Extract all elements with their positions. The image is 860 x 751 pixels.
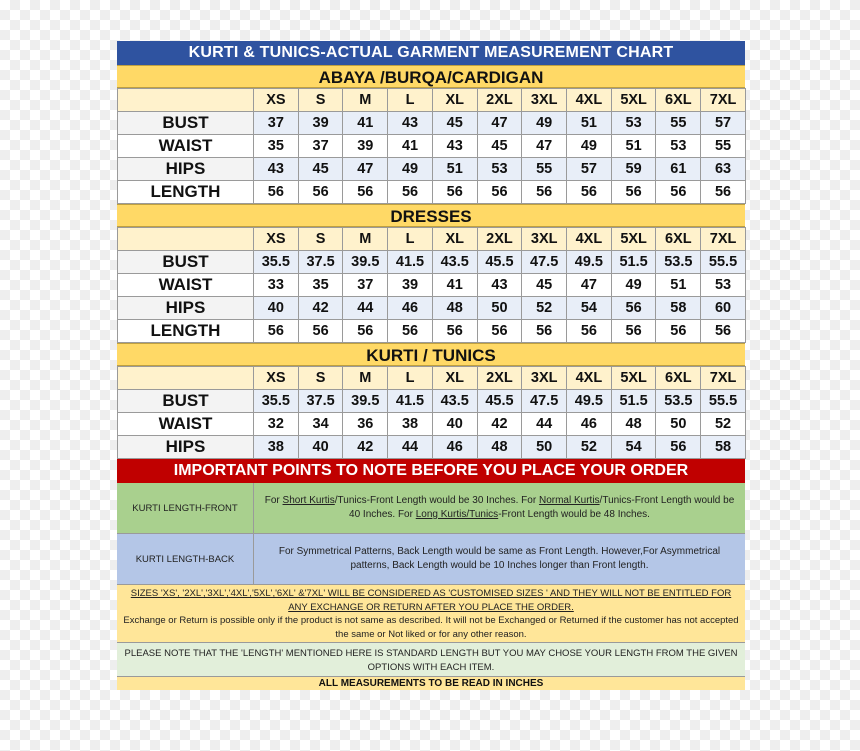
measurement-value: 45 xyxy=(298,158,343,181)
measurement-value: 38 xyxy=(254,436,299,459)
measurement-label: BUST xyxy=(118,112,254,135)
measurement-label: HIPS xyxy=(118,436,254,459)
measurement-value: 45 xyxy=(522,274,567,297)
size-header-blank xyxy=(118,228,254,251)
measurement-value: 33 xyxy=(254,274,299,297)
measurement-value: 43 xyxy=(254,158,299,181)
measurement-value: 47.5 xyxy=(522,251,567,274)
measurement-value: 52 xyxy=(522,297,567,320)
measurement-value: 51 xyxy=(656,274,701,297)
sizes-note-text: SIZES 'XS', '2XL','3XL','4XL','5XL','6XL' &'7XL' WILL BE CONSIDERED AS 'CUSTOMISED SIZES ' AND THEY WILL NOT BE ENTITLED FOR ANY EXCHANGE OR RETURN AFTER YOU PLACE THE ORDER. xyxy=(130,588,732,613)
measurement-value: 35 xyxy=(254,135,299,158)
measurement-value: 53.5 xyxy=(656,390,701,413)
measurement-value: 61 xyxy=(656,158,701,181)
measurement-value: 63 xyxy=(701,158,746,181)
measurement-value: 44 xyxy=(388,436,433,459)
front-text-part: For xyxy=(264,495,283,506)
measurement-value: 50 xyxy=(522,436,567,459)
size-header-cell: 2XL xyxy=(477,89,522,112)
measurement-value: 42 xyxy=(298,297,343,320)
front-text-part: /Tunics-Front Length would be 30 Inches. For xyxy=(334,495,539,506)
measurement-value: 56 xyxy=(522,181,567,204)
size-header-blank xyxy=(118,89,254,112)
measurement-label: LENGTH xyxy=(118,320,254,343)
long-kurtis-text: Long Kurtis/Tunics xyxy=(415,509,499,520)
measurement-value: 56 xyxy=(388,320,433,343)
measurement-value: 55 xyxy=(701,135,746,158)
measurement-value: 45 xyxy=(432,112,477,135)
measurement-value: 45.5 xyxy=(477,390,522,413)
measurement-value: 43.5 xyxy=(432,251,477,274)
size-header-cell: XS xyxy=(254,367,299,390)
measurement-value: 49 xyxy=(567,135,612,158)
measurement-value: 45 xyxy=(477,135,522,158)
table-row xyxy=(118,135,746,158)
measurement-value: 41 xyxy=(343,112,388,135)
size-header-cell: 5XL xyxy=(611,367,656,390)
measurement-label: WAIST xyxy=(118,135,254,158)
size-header-cell: 4XL xyxy=(567,89,612,112)
size-header-cell: 4XL xyxy=(567,367,612,390)
measurement-value: 56 xyxy=(343,181,388,204)
measurement-value: 56 xyxy=(477,181,522,204)
measurement-value: 39 xyxy=(298,112,343,135)
size-header-cell: 3XL xyxy=(522,89,567,112)
measurement-value: 57 xyxy=(701,112,746,135)
measurement-value: 51 xyxy=(432,158,477,181)
measurement-value: 56 xyxy=(701,320,746,343)
measurement-value: 41 xyxy=(432,274,477,297)
measurement-value: 44 xyxy=(522,413,567,436)
measurement-value: 54 xyxy=(567,297,612,320)
table-row xyxy=(118,297,746,320)
measurement-chart xyxy=(117,41,745,690)
measurement-value: 47 xyxy=(343,158,388,181)
measurement-value: 48 xyxy=(432,297,477,320)
size-header-cell: 5XL xyxy=(611,89,656,112)
measurement-label: LENGTH xyxy=(118,181,254,204)
measurement-value: 32 xyxy=(254,413,299,436)
size-header-cell: XL xyxy=(432,89,477,112)
chart-title: KURTI & TUNICS-ACTUAL GARMENT MEASUREMENT CHART xyxy=(117,41,745,65)
measurement-value: 49.5 xyxy=(567,390,612,413)
measurement-value: 47 xyxy=(477,112,522,135)
measurement-value: 48 xyxy=(477,436,522,459)
section-heading: ABAYA /BURQA/CARDIGAN xyxy=(117,65,745,88)
measurement-value: 53 xyxy=(701,274,746,297)
size-table xyxy=(117,366,746,459)
measurement-value: 56 xyxy=(388,181,433,204)
size-table xyxy=(117,88,746,204)
measurement-value: 43 xyxy=(388,112,433,135)
measurement-value: 52 xyxy=(701,413,746,436)
measurement-value: 56 xyxy=(432,181,477,204)
measurement-value: 56 xyxy=(522,320,567,343)
measurement-value: 39.5 xyxy=(343,390,388,413)
size-header-cell: 2XL xyxy=(477,228,522,251)
measurement-value: 35.5 xyxy=(254,390,299,413)
measurement-value: 54 xyxy=(611,436,656,459)
measurement-value: 46 xyxy=(567,413,612,436)
measurement-value: 55 xyxy=(656,112,701,135)
measurement-value: 39 xyxy=(388,274,433,297)
kurti-length-back-row xyxy=(117,534,745,585)
size-header-cell: 4XL xyxy=(567,228,612,251)
measurement-value: 37.5 xyxy=(298,251,343,274)
measurement-value: 56 xyxy=(656,436,701,459)
table-row xyxy=(118,158,746,181)
length-note: PLEASE NOTE THAT THE 'LENGTH' MENTIONED HERE IS STANDARD LENGTH BUT YOU MAY CHOSE YOUR LENGTH FROM THE GIVEN OPTIONS WITH EACH ITEM. xyxy=(117,643,745,677)
measurement-value: 53.5 xyxy=(656,251,701,274)
measurement-value: 40 xyxy=(432,413,477,436)
measurement-value: 57 xyxy=(567,158,612,181)
size-header-cell: XS xyxy=(254,89,299,112)
measurement-value: 37.5 xyxy=(298,390,343,413)
measurement-value: 46 xyxy=(432,436,477,459)
measurement-value: 41.5 xyxy=(388,251,433,274)
measurement-label: BUST xyxy=(118,390,254,413)
size-table xyxy=(117,227,746,343)
table-row xyxy=(118,436,746,459)
front-text-part: -Front Length would be 48 Inches. xyxy=(498,509,650,520)
section-heading: KURTI / TUNICS xyxy=(117,343,745,366)
measurement-value: 51.5 xyxy=(611,251,656,274)
size-header-blank xyxy=(118,367,254,390)
size-header-row xyxy=(118,89,746,112)
size-header-cell: S xyxy=(298,228,343,251)
normal-kurtis-text: Normal Kurtis xyxy=(538,495,600,506)
measurement-value: 34 xyxy=(298,413,343,436)
measurement-value: 56 xyxy=(701,181,746,204)
measurement-value: 56 xyxy=(343,320,388,343)
size-header-cell: L xyxy=(388,367,433,390)
measurement-value: 50 xyxy=(656,413,701,436)
measurement-value: 43.5 xyxy=(432,390,477,413)
measurement-value: 49 xyxy=(611,274,656,297)
size-header-cell: M xyxy=(343,89,388,112)
size-header-cell: 5XL xyxy=(611,228,656,251)
measurement-value: 56 xyxy=(254,320,299,343)
measurement-value: 49 xyxy=(388,158,433,181)
measurement-value: 56 xyxy=(432,320,477,343)
measurement-value: 47 xyxy=(522,135,567,158)
measurement-value: 56 xyxy=(254,181,299,204)
measurement-value: 35 xyxy=(298,274,343,297)
measurement-value: 56 xyxy=(298,181,343,204)
measurement-value: 51 xyxy=(611,135,656,158)
size-header-cell: 6XL xyxy=(656,367,701,390)
measurement-value: 53 xyxy=(611,112,656,135)
size-header-cell: 2XL xyxy=(477,367,522,390)
measurement-value: 40 xyxy=(298,436,343,459)
measurement-value: 41 xyxy=(388,135,433,158)
measurement-value: 37 xyxy=(343,274,388,297)
measurement-value: 42 xyxy=(477,413,522,436)
measurement-value: 37 xyxy=(254,112,299,135)
measurement-value: 56 xyxy=(611,181,656,204)
kurti-length-front-label: KURTI LENGTH-FRONT xyxy=(117,483,254,533)
measurement-value: 49 xyxy=(522,112,567,135)
measurement-value: 38 xyxy=(388,413,433,436)
size-header-cell: M xyxy=(343,228,388,251)
size-header-cell: S xyxy=(298,89,343,112)
table-row xyxy=(118,181,746,204)
exchange-note-text: Exchange or Return is possible only if the product is not same as described. It will not be Exchanged or Returned if the customer has not accepted the same or Not liked or for any other reason. xyxy=(123,615,739,640)
size-header-cell: 6XL xyxy=(656,89,701,112)
measurement-value: 52 xyxy=(567,436,612,459)
size-header-row xyxy=(118,367,746,390)
short-kurtis-text: Short Kurtis xyxy=(282,495,335,506)
measurement-value: 48 xyxy=(611,413,656,436)
measurement-value: 56 xyxy=(477,320,522,343)
section-heading: DRESSES xyxy=(117,204,745,227)
size-header-cell: 6XL xyxy=(656,228,701,251)
size-header-row xyxy=(118,228,746,251)
kurti-length-front-text xyxy=(254,483,745,533)
measurement-value: 45.5 xyxy=(477,251,522,274)
size-sections xyxy=(117,65,745,459)
table-row xyxy=(118,274,746,297)
measurement-value: 46 xyxy=(388,297,433,320)
measurement-value: 59 xyxy=(611,158,656,181)
measurement-value: 41.5 xyxy=(388,390,433,413)
measurement-value: 56 xyxy=(567,181,612,204)
important-heading: IMPORTANT POINTS TO NOTE BEFORE YOU PLACE YOUR ORDER xyxy=(117,459,745,483)
table-row xyxy=(118,320,746,343)
measurement-value: 42 xyxy=(343,436,388,459)
measurement-value: 56 xyxy=(656,181,701,204)
measurement-value: 51.5 xyxy=(611,390,656,413)
measurement-value: 37 xyxy=(298,135,343,158)
size-header-cell: 3XL xyxy=(522,367,567,390)
size-header-cell: XL xyxy=(432,367,477,390)
size-header-cell: XS xyxy=(254,228,299,251)
table-row xyxy=(118,390,746,413)
measurement-value: 55.5 xyxy=(701,251,746,274)
size-header-cell: 7XL xyxy=(701,89,746,112)
table-row xyxy=(118,413,746,436)
measurement-label: BUST xyxy=(118,251,254,274)
size-header-cell: L xyxy=(388,228,433,251)
measurement-value: 36 xyxy=(343,413,388,436)
footer-note: ALL MEASUREMENTS TO BE READ IN INCHES xyxy=(117,677,745,690)
measurement-value: 56 xyxy=(656,320,701,343)
kurti-length-back-text: For Symmetrical Patterns, Back Length would be same as Front Length. However,For Asymmetrical patterns, Back Length would be 10 Inches longer than Front length. xyxy=(254,534,745,584)
customised-sizes-note xyxy=(117,585,745,643)
measurement-value: 35.5 xyxy=(254,251,299,274)
measurement-value: 39 xyxy=(343,135,388,158)
measurement-label: WAIST xyxy=(118,274,254,297)
measurement-value: 39.5 xyxy=(343,251,388,274)
measurement-value: 53 xyxy=(477,158,522,181)
size-header-cell: 7XL xyxy=(701,367,746,390)
measurement-value: 53 xyxy=(656,135,701,158)
measurement-value: 43 xyxy=(432,135,477,158)
measurement-value: 50 xyxy=(477,297,522,320)
measurement-label: HIPS xyxy=(118,158,254,181)
measurement-value: 56 xyxy=(567,320,612,343)
measurement-value: 55.5 xyxy=(701,390,746,413)
kurti-length-front-row xyxy=(117,483,745,534)
measurement-label: HIPS xyxy=(118,297,254,320)
measurement-value: 56 xyxy=(298,320,343,343)
size-header-cell: XL xyxy=(432,228,477,251)
measurement-value: 58 xyxy=(701,436,746,459)
measurement-value: 40 xyxy=(254,297,299,320)
measurement-value: 56 xyxy=(611,320,656,343)
size-header-cell: 3XL xyxy=(522,228,567,251)
size-header-cell: L xyxy=(388,89,433,112)
measurement-value: 49.5 xyxy=(567,251,612,274)
size-header-cell: S xyxy=(298,367,343,390)
measurement-value: 43 xyxy=(477,274,522,297)
measurement-value: 47 xyxy=(567,274,612,297)
size-header-cell: M xyxy=(343,367,388,390)
measurement-value: 44 xyxy=(343,297,388,320)
measurement-label: WAIST xyxy=(118,413,254,436)
size-header-cell: 7XL xyxy=(701,228,746,251)
measurement-value: 55 xyxy=(522,158,567,181)
table-row xyxy=(118,112,746,135)
table-row xyxy=(118,251,746,274)
measurement-value: 47.5 xyxy=(522,390,567,413)
front-text-part: /Tunics-Front Length would be 40 Inches. For xyxy=(349,495,735,520)
measurement-value: 60 xyxy=(701,297,746,320)
measurement-value: 58 xyxy=(656,297,701,320)
measurement-value: 56 xyxy=(611,297,656,320)
measurement-value: 51 xyxy=(567,112,612,135)
kurti-length-back-label: KURTI LENGTH-BACK xyxy=(117,534,254,584)
